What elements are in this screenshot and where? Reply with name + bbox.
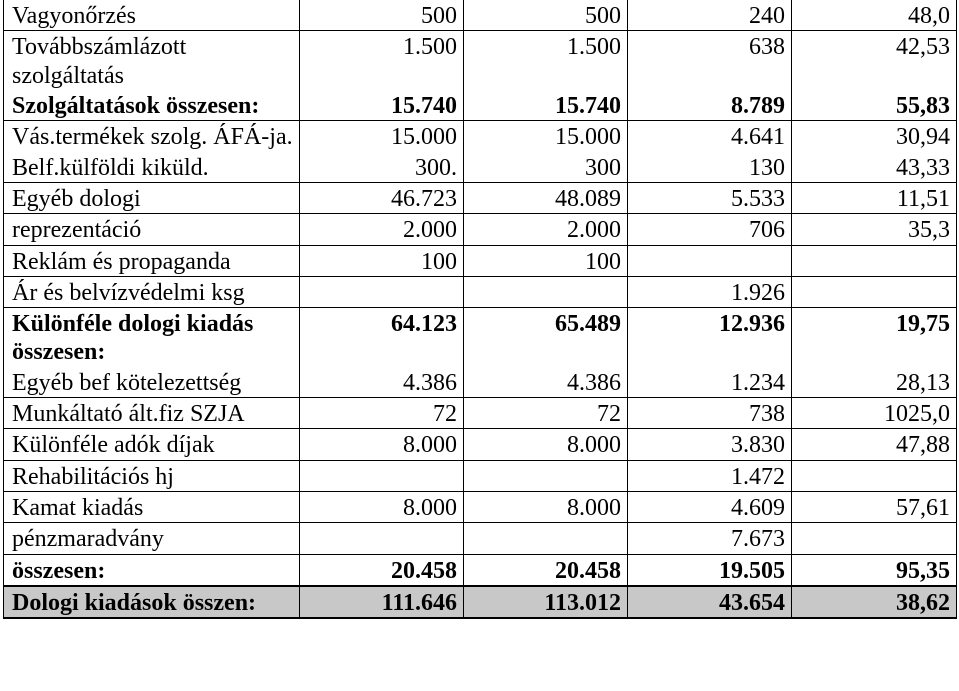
value-cell-3: [628, 245, 792, 276]
value-cell-3: 1.234: [628, 367, 792, 398]
value-cell-2: 15.000: [464, 121, 628, 152]
row-label-cell: Egyéb bef kötelezettség: [4, 367, 300, 398]
row-label-cell: Különféle adók díjak: [4, 429, 300, 460]
value-cell-3: 43.654: [628, 586, 792, 618]
value-cell-1: [300, 460, 464, 491]
table-row: [4, 152, 957, 183]
value-cell-1: 8.000: [300, 492, 464, 523]
row-label-cell: Ár és belvízvédelmi ksg: [4, 276, 300, 307]
value-cell-2: [464, 523, 628, 554]
value-cell-4: 57,61: [792, 492, 957, 523]
value-cell-2: [464, 276, 628, 307]
value-cell-1: 4.386: [300, 367, 464, 398]
value-cell-2: 20.458: [464, 554, 628, 586]
value-cell-3: 3.830: [628, 429, 792, 460]
value-cell-1: [300, 276, 464, 307]
value-cell-2: 500: [464, 0, 628, 31]
value-cell-3: 8.789: [628, 90, 792, 121]
value-cell-1: 100: [300, 245, 464, 276]
value-cell-4: 48,0: [792, 0, 957, 31]
table-row: [4, 586, 957, 618]
value-cell-3: 706: [628, 214, 792, 245]
value-cell-4: 28,13: [792, 367, 957, 398]
value-cell-4: 38,62: [792, 586, 957, 618]
table-row: [4, 276, 957, 307]
value-cell-3: 738: [628, 398, 792, 429]
row-label-cell: Belf.külföldi kiküld.: [4, 152, 300, 183]
value-cell-1: 15.740: [300, 90, 464, 121]
value-cell-1: 8.000: [300, 429, 464, 460]
budget-table-body: [4, 0, 957, 618]
value-cell-2: 72: [464, 398, 628, 429]
budget-table: [3, 0, 957, 619]
value-cell-2: 15.740: [464, 90, 628, 121]
value-cell-1: 500: [300, 0, 464, 31]
value-cell-4: 1025,0: [792, 398, 957, 429]
value-cell-4: [792, 276, 957, 307]
value-cell-3: 19.505: [628, 554, 792, 586]
value-cell-4: 43,33: [792, 152, 957, 183]
value-cell-4: 95,35: [792, 554, 957, 586]
value-cell-4: 30,94: [792, 121, 957, 152]
value-cell-4: [792, 460, 957, 491]
value-cell-4: [792, 523, 957, 554]
value-cell-3: 1.926: [628, 276, 792, 307]
table-row: [4, 121, 957, 152]
value-cell-1: 15.000: [300, 121, 464, 152]
value-cell-2: 113.012: [464, 586, 628, 618]
value-cell-4: 19,75: [792, 308, 957, 367]
row-label-cell: Különféle dologi kiadás összesen:: [4, 308, 300, 367]
row-label-cell: Vagyonőrzés: [4, 0, 300, 31]
table-row: [4, 367, 957, 398]
value-cell-3: 130: [628, 152, 792, 183]
table-row: [4, 492, 957, 523]
value-cell-3: 5.533: [628, 182, 792, 213]
row-label-cell: Reklám és propaganda: [4, 245, 300, 276]
value-cell-2: 48.089: [464, 182, 628, 213]
row-label-cell: reprezentáció: [4, 214, 300, 245]
row-label-cell: Kamat kiadás: [4, 492, 300, 523]
value-cell-2: 100: [464, 245, 628, 276]
table-row: [4, 214, 957, 245]
row-label-cell: Szolgáltatások összesen:: [4, 90, 300, 121]
table-row: [4, 308, 957, 367]
value-cell-1: 111.646: [300, 586, 464, 618]
value-cell-3: 1.472: [628, 460, 792, 491]
value-cell-1: 72: [300, 398, 464, 429]
row-label-cell: Vás.termékek szolg. ÁFÁ-ja.: [4, 121, 300, 152]
value-cell-1: 20.458: [300, 554, 464, 586]
value-cell-1: [300, 523, 464, 554]
value-cell-4: 55,83: [792, 90, 957, 121]
table-row: [4, 90, 957, 121]
table-row: [4, 460, 957, 491]
value-cell-1: 2.000: [300, 214, 464, 245]
value-cell-1: 300.: [300, 152, 464, 183]
value-cell-3: 240: [628, 0, 792, 31]
value-cell-3: 12.936: [628, 308, 792, 367]
value-cell-2: [464, 460, 628, 491]
value-cell-4: [792, 245, 957, 276]
value-cell-4: 47,88: [792, 429, 957, 460]
table-row: [4, 245, 957, 276]
value-cell-2: 65.489: [464, 308, 628, 367]
table-row: [4, 398, 957, 429]
row-label-cell: összesen:: [4, 554, 300, 586]
value-cell-3: 7.673: [628, 523, 792, 554]
table-row: [4, 182, 957, 213]
table-row: [4, 523, 957, 554]
value-cell-4: 11,51: [792, 182, 957, 213]
value-cell-3: 638: [628, 31, 792, 90]
value-cell-2: 8.000: [464, 492, 628, 523]
row-label-cell: Egyéb dologi: [4, 182, 300, 213]
value-cell-3: 4.641: [628, 121, 792, 152]
row-label-cell: Munkáltató ált.fiz SZJA: [4, 398, 300, 429]
value-cell-2: 4.386: [464, 367, 628, 398]
value-cell-3: 4.609: [628, 492, 792, 523]
value-cell-1: 46.723: [300, 182, 464, 213]
row-label-cell: pénzmaradvány: [4, 523, 300, 554]
value-cell-2: 300: [464, 152, 628, 183]
value-cell-2: 2.000: [464, 214, 628, 245]
row-label-cell: Dologi kiadások összen:: [4, 586, 300, 618]
table-row: [4, 429, 957, 460]
table-row: [4, 554, 957, 586]
value-cell-4: 42,53: [792, 31, 957, 90]
value-cell-1: 64.123: [300, 308, 464, 367]
row-label-cell: Továbbszámlázott szolgáltatás: [4, 31, 300, 90]
table-row: [4, 31, 957, 90]
value-cell-2: 1.500: [464, 31, 628, 90]
value-cell-4: 35,3: [792, 214, 957, 245]
row-label-cell: Rehabilitációs hj: [4, 460, 300, 491]
value-cell-2: 8.000: [464, 429, 628, 460]
value-cell-1: 1.500: [300, 31, 464, 90]
table-row: [4, 0, 957, 31]
